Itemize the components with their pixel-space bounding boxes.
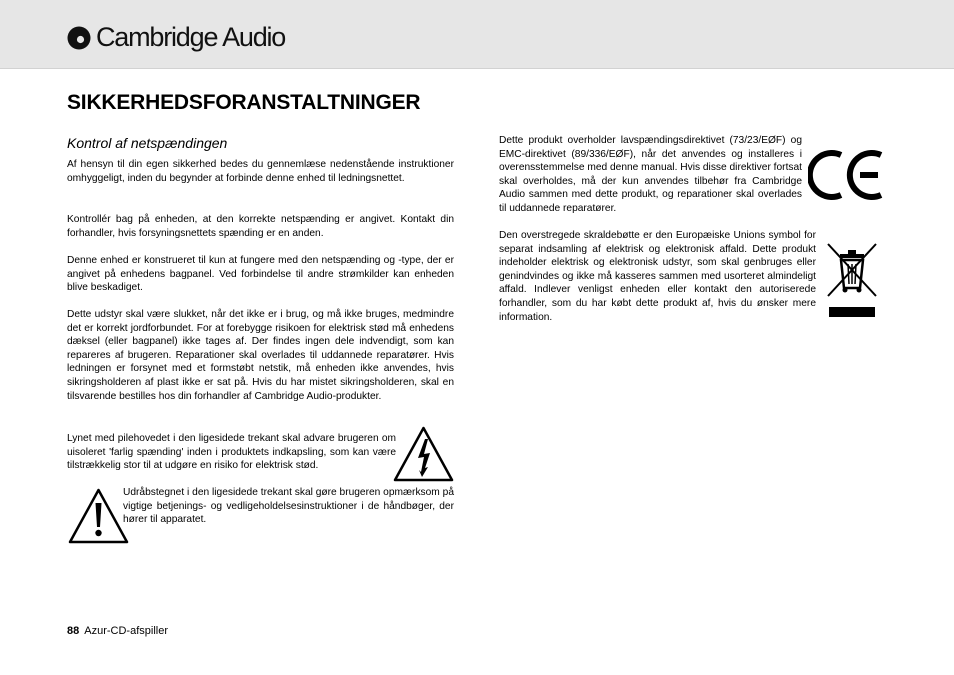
header-bar: [0, 0, 954, 69]
exclamation-warning-icon: [67, 487, 130, 545]
lightning-warning-icon: [392, 425, 455, 483]
section-title: Kontrol af netspændingen: [67, 135, 228, 151]
paragraph-lightning-warning: Lynet med pilehovedet i den ligesidede trekant skal advare brugeren om uisoleret 'farlig spænding' inden i produktets indkapsling, som kan være tilstrækkelig stor til at udgøre en risiko for elektrisk stød.: [67, 433, 396, 472]
paragraph-grounding: Dette udstyr skal være slukket, når det ikke er i brug, og må ikke bruges, medmindre det er korrekt jordforbundet. For at forebygge risikoen for elektrisk stød må enhedens dæksel (eller bagpanel) ikke tages af. Der findes ingen dele indvendigt, som kan repareres af brugeren. Reparationer skal overlades til uddannede reparatører. Hvis ledningen er forsynet med et formstøbt netstik, må enheden ikke anvendes, hvis sikringsholderen af plast ikke er sat på. Hvis du har mistet sikringsholderen, skal en tilsvarende bestilles hos din forhandler af Cambridge Audio-produkter.: [67, 309, 454, 402]
cambridge-audio-logo-icon: [67, 26, 91, 50]
crossed-bin-icon: [824, 240, 880, 320]
paragraph-safety-intro: Af hensyn til din egen sikkerhed bedes du gennemlæse nedenstående instruktioner omhyggeligt, inden du begynder at forbinde denne enhed til ledningsnettet.: [67, 159, 454, 184]
page-number: 88: [67, 625, 80, 637]
page-footer: [67, 625, 168, 637]
ce-mark-icon: [808, 146, 884, 204]
footer-label: Azur-CD-afspiller: [84, 625, 168, 637]
paragraph-voltage-type: Denne enhed er konstrueret til kun at fungere med den netspænding og -type, der er angivet på enhedens bagpanel. Ved forbindelse til andre strømkilder kan enheden blive beskadiget.: [67, 255, 454, 294]
paragraph-voltage-check: Kontrollér bag på enheden, at den korrekte netspænding er angivet. Kontakt din forhandler, hvis forsyningsnettets spænding er en anden.: [67, 214, 454, 239]
page-title: SIKKERHEDSFORANSTALTNINGER: [67, 91, 421, 114]
paragraph-weee: Den overstregede skraldebøtte er den Europæiske Unions symbol for separat indsamling af elektrisk og elektronisk affald. Dette produkt indeholder elektrisk og elektronisk udstyr, som skal genbruges eller genindvindes og ikke må kasseres sammen med usorteret almindeligt affald. Indlever venligst enheden eller kontakt den autoriserede forhandler, som du har købt dette produkt af, hvis du ønsker mere information.: [499, 230, 816, 323]
brand-logo: [67, 22, 285, 53]
paragraph-exclamation-warning: Udråbstegnet i den ligesidede trekant skal gøre brugeren opmærksom på vigtige betjenings- og vedligeholdelsesinstruktioner i de håndbøger, der hører til apparatet.: [123, 487, 454, 526]
paragraph-ce-directives: Dette produkt overholder lavspændingsdirektivet (73/23/EØF) og EMC-direktivet (89/336/EØF), når det anvendes og installeres i overensstemmelse med denne manual. Hvis disse direktiver fortsat skal overholdes, må der kun anvendes tilbehør fra Cambridge Audio sammen med dette produkt, og reparationer skal overlades til uddannede reparatører.: [499, 135, 802, 214]
logo-text: Cambridge Audio: [96, 22, 286, 52]
